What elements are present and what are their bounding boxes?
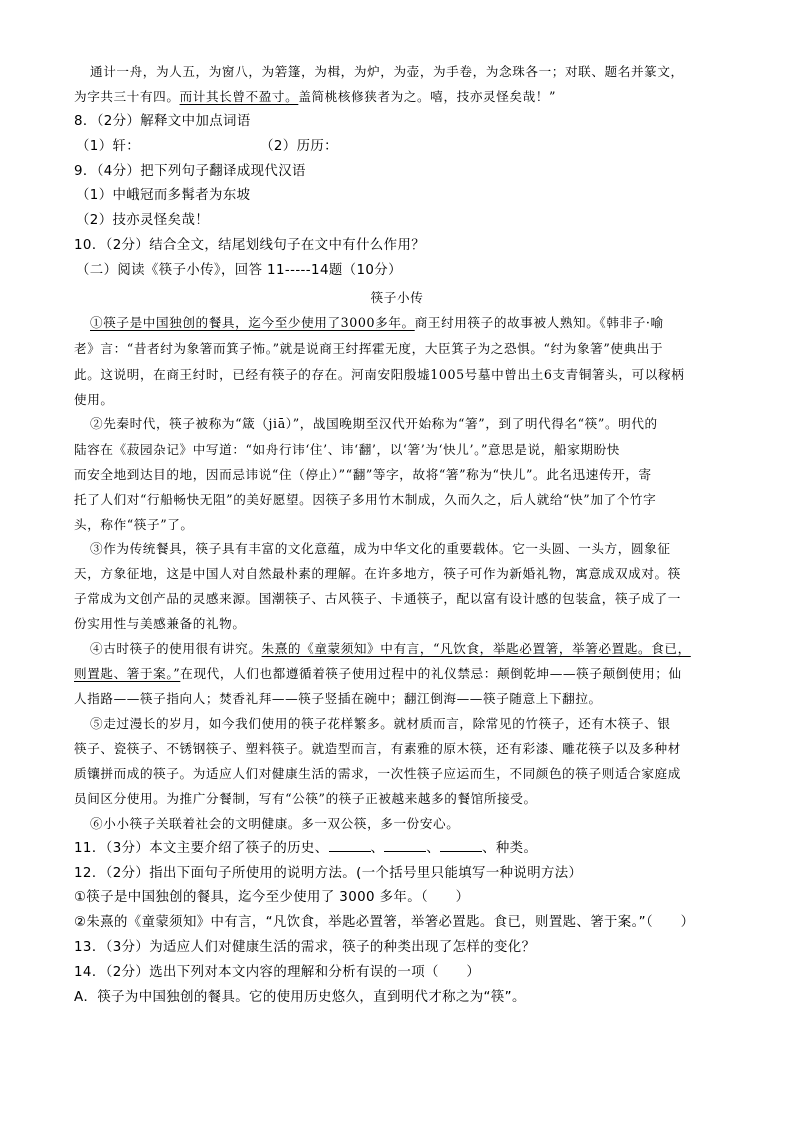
article-line: ②先秦时代，筷子被称为“箴（jiā）”，战国晚期至汉代开始称为“箸”，到了明代得名“筷”。明代的: [90, 416, 658, 431]
article-line: 筷子、瓷筷子、不锈钢筷子、塑料筷子。就造型而言，有素雅的原木筷，还有彩漆、雕花筷子以及多种材: [74, 741, 681, 756]
article-line: ⑤走过漫长的岁月，如今我们使用的筷子花样繁多。就材质而言，除常见的竹筷子，还有木筷子、银: [90, 716, 671, 731]
question-13-stem: 13．（3分）为适应人们对健康生活的需求，筷子的种类出现了怎样的变化？: [74, 940, 536, 955]
underlined-sentence: 朱熹的《童蒙须知》中有言，“凡饮食，举匙必置箸，举箸必置匙。食已，: [261, 641, 691, 656]
article-line: 老》言：“昔者纣为象箸而箕子怖。”就是说商王纣挥霍无度，大臣箕子为之恐惧。“纣为象箸”使典出于: [74, 341, 664, 356]
article-line: 人指路——筷子指向人；焚香礼拜——筷子竖插在碗中；翻江倒海——筷子随意上下翻拉。: [74, 691, 602, 706]
article-title: 筷子小传: [370, 290, 424, 305]
underlined-sentence: 则置匙、箸于案。”: [74, 666, 181, 681]
underlined-sentence: 而计其长曾不盈寸。: [179, 89, 299, 104]
question-11-stem: 11．（3分）本文主要介绍了筷子的历史、 、 、 、种类。: [74, 841, 538, 856]
question-8-stem: 8．（2分）解释文中加点词语: [74, 114, 251, 129]
passage-line: 通计一舟，为人五，为窗八，为箬篷，为楫，为炉，为壶，为手卷，为念珠各一；对联、题名并篆文，: [90, 64, 684, 79]
article-line: 员间区分使用。为推广分餐制，写有“公筷”的筷子正被越来越多的餐馆所接受。: [74, 791, 537, 806]
article-line: 份实用性与美感兼备的礼物。: [74, 616, 246, 631]
underlined-sentence: ①筷子是中国独创的餐具，迄今至少使用了3000多年。: [90, 315, 415, 330]
article-line: 则置匙、箸于案。”在现代，人们也都遵循着筷子使用过程中的礼仪禁忌：颠倒乾坤——筷子颠倒使用；仙: [74, 666, 682, 681]
article-line: 子常成为文创产品的灵感来源。国潮筷子、古风筷子、卡通筷子，配以富有设计感的包装盒，筷子成了一: [74, 591, 681, 606]
question-9-item: （1）中峨冠而多髯者为东坡: [76, 188, 251, 203]
passage-line: 为字共三十有四。而计其长曾不盈寸。盖简桃核修狭者为之。嘻，技亦灵怪矣哉！”: [74, 89, 557, 104]
question-9-item: （2）技亦灵怪矣哉！: [76, 213, 210, 228]
article-line: 陆容在《菽园杂记》中写道：“如舟行讳‘住’、讳‘翻’，以‘箸’为‘快儿’。”意思是说，船家期盼快: [74, 442, 620, 457]
article-line: ①筷子是中国独创的餐具，迄今至少使用了3000多年。商王纣用筷子的故事被人熟知。《韩非子·喻: [90, 315, 664, 330]
answer-blank[interactable]: [384, 839, 426, 852]
article-line: 天，方象征地，这是中国人对自然最朴素的理解。在许多地方，筷子可作为新婚礼物，寓意成双成对。筷: [74, 566, 681, 581]
section-heading: （二）阅读《筷子小传》，回答 11-----14题（10分）: [76, 263, 402, 278]
article-line: 此。这说明，在商王纣时，已经有筷子的存在。河南安阳殷墟1005号墓中曾出土6支青铜箸头，可以稼柄: [74, 367, 685, 382]
question-9-stem: 9．（4分）把下列句子翻译成现代汉语: [74, 164, 306, 179]
article-line: 托了人们对“行船畅快无阻”的美好愿望。因筷子多用竹木制成，久而久之，后人就给“快”加了个竹字: [74, 492, 657, 507]
question-8-items: （1）轩： （2）历历：: [76, 139, 338, 154]
article-line: ④古时筷子的使用很有讲究。朱熹的《童蒙须知》中有言，“凡饮食，举匙必置箸，举箸必置匙。食已，: [90, 641, 691, 656]
question-12-stem: 12．（2分）指出下面句子所使用的说明方法。(一个括号里只能填写一种说明方法）: [74, 866, 583, 881]
question-12-item: ①筷子是中国独创的餐具，迄今至少使用了 3000 多年。（ ）: [74, 890, 470, 905]
article-line: ⑥小小筷子关联着社会的文明健康。多一双公筷，多一份安心。: [90, 816, 460, 831]
answer-blank[interactable]: [329, 839, 371, 852]
answer-blank[interactable]: [440, 839, 482, 852]
question-10-stem: 10．（2分）结合全文，结尾划线句子在文中有什么作用？: [74, 238, 426, 253]
article-line: ③作为传统餐具，筷子具有丰富的文化意蕴，成为中华文化的重要载体。它一头圆、一头方，圆象征: [90, 541, 671, 556]
article-line: 质镶拼而成的筷子。为适应人们对健康生活的需求，一次性筷子应运而生，不同颜色的筷子则适合家庭成: [74, 766, 681, 781]
article-line: 而安全地到达目的地，因而忌讳说“住（停止）”“翻”等字，故将“箸”称为“快儿”。此名迅速传开，寄: [74, 467, 652, 482]
question-14-option-a[interactable]: A．筷子为中国独创的餐具。它的使用历史悠久，直到明代才称之为“筷”。: [74, 990, 526, 1005]
question-12-item: ②朱熹的《童蒙须知》中有言，“凡饮食，举匙必置箸，举箸必置匙。食已，则置匙、箸于案。”（ ）: [74, 915, 695, 930]
article-line: 头，称作“筷子”了。: [74, 517, 194, 532]
article-line: 使用。: [74, 392, 114, 407]
question-14-stem: 14．（2分）选出下列对本文内容的理解和分析有误的一项（ ）: [74, 965, 481, 980]
